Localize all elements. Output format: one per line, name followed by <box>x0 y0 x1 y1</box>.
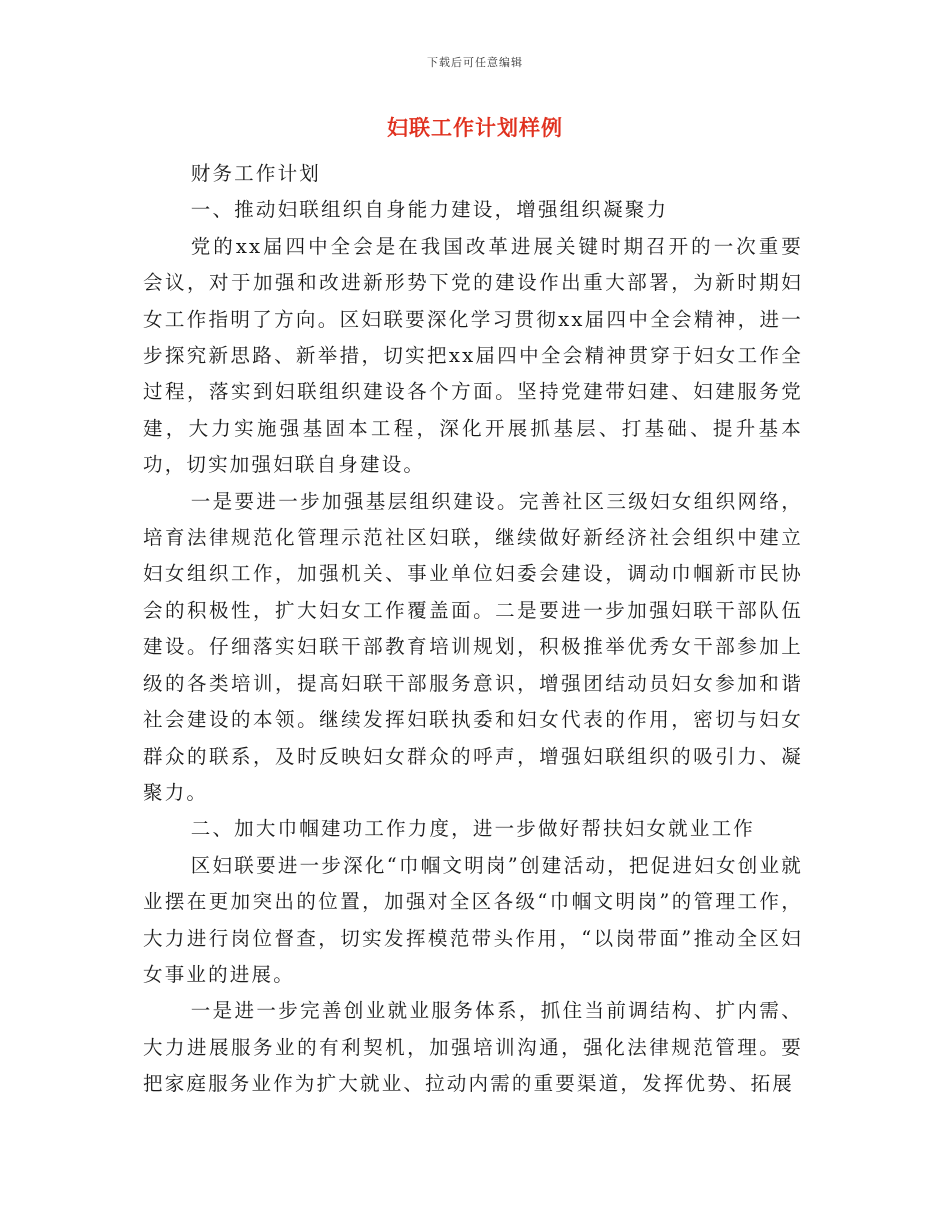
heading-2: 二、加大巾帼建功工作力度，进一步做好帮扶妇女就业工作 <box>190 817 755 841</box>
heading-1: 一、推动妇联组织自身能力建设，增强组织凝聚力 <box>190 198 669 222</box>
paragraph: 一是进一步完善创业就业服务体系，抓住当前调结构、扩内需、大力进展服务业的有利契机，加强培训沟通，强化法律规范管理。要把家庭服务业作为扩大就业、拉动内需的重要渠道，发挥优势、拓展 <box>143 999 803 1096</box>
paragraph: 区妇联要进一步深化“巾帼文明岗”创建活动，把促进妇女创业就业摆在更加突出的位置，加强对全区各级“巾帼文明岗”的管理工作，大力进行岗位督查，切实发挥模范带头作用，“以岗带面”推动全区妇女事业的进展。 <box>143 853 803 986</box>
header-note: 下载后可任意编辑 <box>427 56 523 69</box>
paragraph: 一是要进一步加强基层组织建设。完善社区三级妇女组织网络，培育法律规范化管理示范社区妇联，继续做好新经济社会组织中建立妇女组织工作，加强机关、事业单位妇委会建设，调动巾帼新市民协会的积极性，扩大妇女工作覆盖面。二是要进一步加强妇联干部队伍建设。仔细落实妇联干部教育培训规划，积极推举优秀女干部参加上级的各类培训，提高妇联干部服务意识，增强团结动员妇女参加和谐社会建设的本领。继续发挥妇联执委和妇女代表的作用，密切与妇女群众的联系，及时反映妇女群众的呼声，增强妇联组织的吸引力、凝聚力。 <box>143 489 803 804</box>
paragraph: 党的xx届四中全会是在我国改革进展关键时期召开的一次重要会议，对于加强和改进新形势下党的建设作出重大部署，为新时期妇女工作指明了方向。区妇联要深化学习贯彻xx届四中全会精神，进一步探究新思路、新举措，切实把xx届四中全会精神贯穿于妇女工作全过程，落实到妇联组织建设各个方面。坚持党建带妇建、妇建服务党建，大力实施强基固本工程，深化开展抓基层、打基础、提升基本功，切实加强妇联自身建设。 <box>143 234 803 477</box>
document-title: 妇联工作计划样例 <box>387 115 563 140</box>
document-body <box>143 156 803 1103</box>
section-label: 财务工作计划 <box>190 162 321 185</box>
